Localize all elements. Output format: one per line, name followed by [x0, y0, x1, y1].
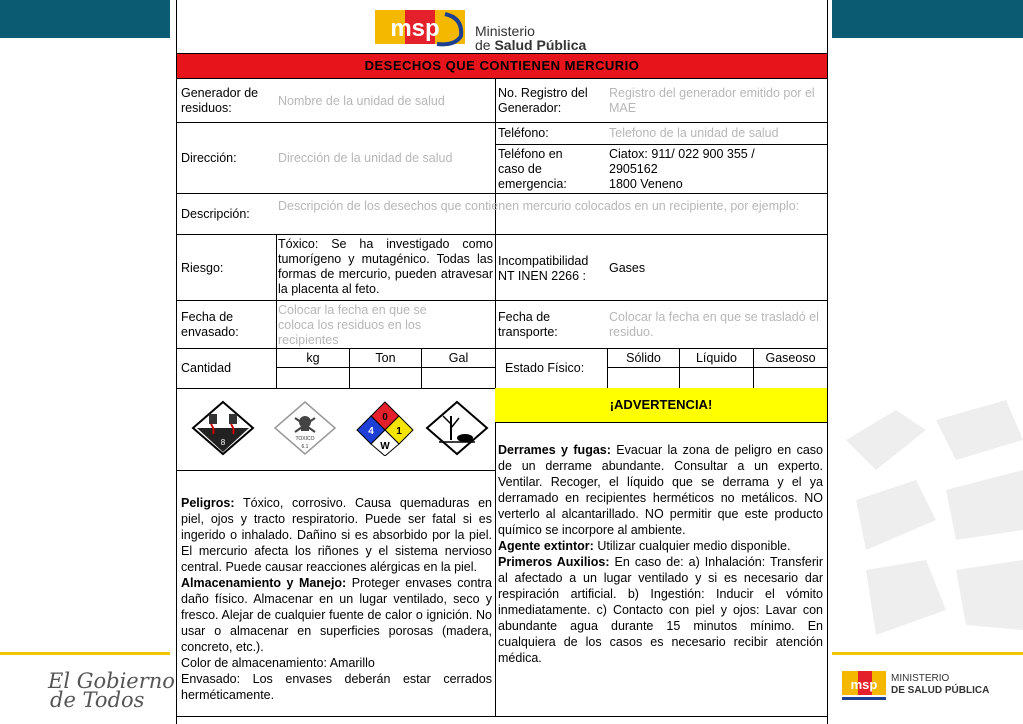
- descripcion-value[interactable]: Descripción de los desechos que contienen mercurio colocados en un recipiente, por ejemplo:: [278, 199, 800, 213]
- logo-text: msp: [390, 15, 440, 42]
- peligros-section: Peligros: Tóxico, corrosivo. Causa quemaduras en piel, ojos y tracto respiratorio. Puede ser fatal si es ingerido o inhalado. Dañino si es absorbido por la piel. El mercurio afecta los riñones y el sistema nervioso central. Puede causar reacciones alérgicas en la piel. Almacenamiento y Manejo: Proteger envases contra daño físico. Almacenar en un lugar ventilado, seco y fresco. Alejar de cualquier fuente de calor o ignición. No usar o almacenar en superficies porosas (madera, concreto, etc.). Color de almacenamiento: Amarillo Envasado: Los envases deberán estar cerrados herméticamente.: [181, 496, 492, 702]
- nfpa-diamond-icon: [353, 400, 417, 456]
- generador-label: Generador de residuos:: [181, 86, 259, 115]
- svg-text:8: 8: [220, 438, 226, 447]
- toxico-class: 6.1: [301, 444, 309, 450]
- cantidad-label: Cantidad: [181, 361, 232, 375]
- fecha-envasado-value[interactable]: Colocar la fecha en que se coloca los residuos en los recipientes: [278, 303, 427, 347]
- top-band-right: [832, 0, 1023, 38]
- direccion-value[interactable]: Dirección de la unidad de salud: [278, 151, 453, 165]
- telefono-label: Teléfono:: [498, 126, 549, 140]
- registro-label: No. Registro del Generador:: [498, 86, 588, 115]
- direccion-label: Dirección:: [181, 151, 237, 165]
- incompatibilidad-label: Incompatibilidad NT INEN 2266 :: [498, 254, 589, 283]
- unit-gal: Gal: [448, 351, 469, 365]
- telefono-value[interactable]: Telefono de la unidad de salud: [609, 126, 779, 140]
- unit-kg: kg: [306, 351, 320, 365]
- mini-logo-text: msp: [850, 677, 878, 692]
- environment-hazard-icon: [425, 400, 489, 456]
- derrames-section: Derrames y fugas: Evacuar la zona de peligro en caso de un derrame abundante. Consultar a un experto. Ventilar. Recoger, el líquido que se derrama y el ya derramado en recipientes herméticos no metálicos. NO verterlo al alcantarillado. NO permitir que este producto químico se incorpore al ambiente. Agente extintor: Utilizar cualquier medio disponible. Primeros Auxilios: En caso de: a) Inhalación: Transferir al afectado a un lugar ventilado y si es necesario dar respiración artificial. b) Ingestión: Inducir el vómito inmediatamente. c) Contacto con piel y ojos: Lavar con abundante agua durante 15 minutos mínimo. En cualquiera de los casos es necesario recibir atención médica.: [498, 443, 823, 665]
- fecha-transporte-value[interactable]: Colocar la fecha en que se trasladó el residuo.: [609, 310, 819, 339]
- divider: [177, 234, 827, 235]
- generador-value[interactable]: Nombre de la unidad de salud: [278, 94, 445, 108]
- footer-line-right: [832, 652, 1023, 655]
- corrosive-symbol-icon: [191, 400, 255, 456]
- document-title: DESECHOS QUE CONTIENEN MERCURIO: [177, 53, 827, 79]
- incompatibilidad-value: Gases: [609, 261, 646, 275]
- divider: [177, 122, 495, 123]
- emergencia-label: Teléfono en caso de emergencia:: [498, 147, 567, 191]
- sheet-header: [177, 0, 827, 52]
- toxico-label: TOXICO: [295, 436, 315, 442]
- fecha-transporte-label: Fecha de transporte:: [498, 310, 558, 339]
- svg-text:4: 4: [368, 426, 374, 437]
- unit-ton: Ton: [375, 351, 396, 365]
- estado-liquido: Líquido: [695, 351, 737, 365]
- msp-logo: [375, 6, 465, 48]
- mini-ministry-text: MINISTERIO DE SALUD PÚBLICA: [891, 673, 990, 696]
- estado-solido: Sólido: [626, 351, 661, 365]
- ministry-name: Ministerio de Salud Pública: [475, 23, 587, 53]
- divider: [177, 470, 495, 471]
- divider: [177, 300, 827, 301]
- divider: [276, 367, 495, 368]
- gobierno-signature: El Gobierno de Todos: [48, 669, 175, 712]
- divider: [495, 122, 827, 123]
- descripcion-label: Descripción:: [181, 207, 250, 221]
- divider: [177, 716, 827, 717]
- divider: [495, 422, 827, 423]
- fecha-envasado-label: Fecha de envasado:: [181, 310, 239, 339]
- footer-line-left: [0, 652, 170, 655]
- divider: [177, 193, 827, 194]
- hazard-label-sheet: [176, 0, 828, 724]
- emergencia-value: Ciatox: 911/ 022 900 355 / 2905162 1800 Veneno: [609, 147, 755, 191]
- divider: [177, 348, 827, 349]
- divider: [495, 144, 827, 145]
- top-band-left: [0, 0, 170, 38]
- warning-title: ¡ADVERTENCIA!: [495, 388, 827, 422]
- svg-text:1: 1: [396, 426, 402, 437]
- decorative-pattern: [836, 400, 1023, 640]
- svg-text:W: W: [380, 441, 390, 452]
- riesgo-value: Tóxico: Se ha investigado como tumorígeno y mutagénico. Todas las formas de mercurio, pueden atravesar la placenta al feto.: [278, 237, 493, 296]
- divider: [607, 367, 827, 368]
- registro-value[interactable]: Registro del generador emitido por el MAE: [609, 86, 815, 115]
- svg-text:0: 0: [382, 412, 388, 423]
- riesgo-label: Riesgo:: [181, 261, 224, 275]
- estado-gaseoso: Gaseoso: [765, 351, 816, 365]
- toxic-skull-icon: [273, 400, 337, 456]
- estado-fisico-label: Estado Físico:: [505, 361, 585, 375]
